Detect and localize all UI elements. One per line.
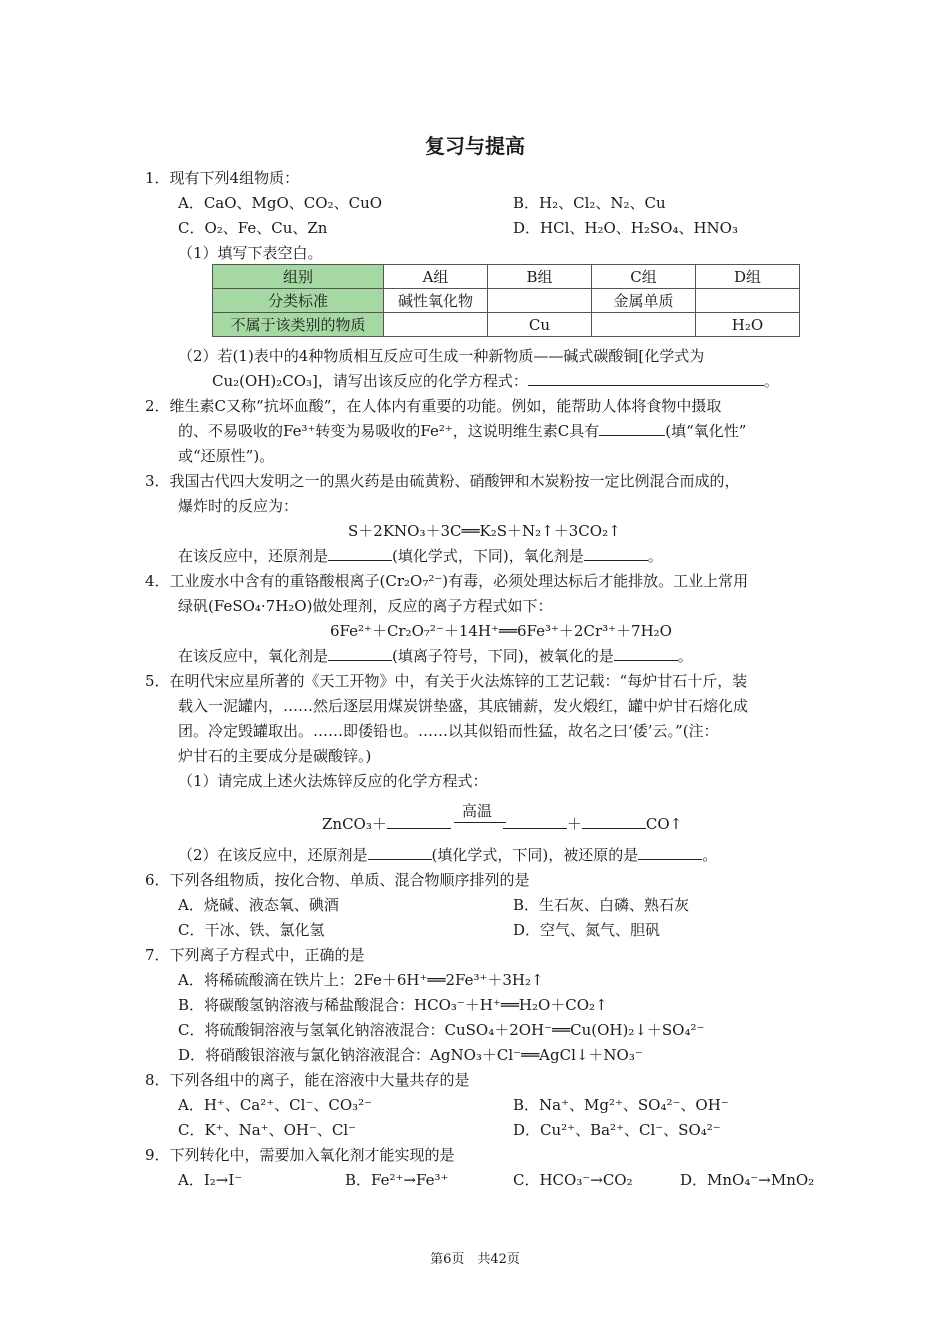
q3-equation: S＋2KNO₃＋3C══K₂S＋N₂↑＋3CO₂↑: [348, 522, 621, 540]
table-cell: 不属于该类别的物质: [213, 313, 384, 337]
q9-option-b[interactable]: B．Fe²⁺→Fe³⁺: [345, 1171, 449, 1189]
table-cell: 组别: [213, 265, 384, 289]
q1-sub1: （1）填写下表空白。: [178, 244, 323, 262]
q2-line1: 2．维生素C又称“抗坏血酸”，在人体内有重要的功能。例如，能帮助人体将食物中摄取: [145, 397, 722, 415]
answer-blank[interactable]: [368, 845, 432, 860]
q7-option-b[interactable]: B．将碳酸氢钠溶液与稀盐酸混合：HCO₃⁻＋H⁺══H₂O＋CO₂↑: [178, 996, 608, 1014]
q5-eq-plus: ＋: [566, 815, 582, 833]
q2-line2-hint: (填“氧化性”: [665, 422, 747, 440]
q5-sub2-end: 。: [702, 846, 718, 864]
q7-stem: 7．下列离子方程式中，正确的是: [145, 946, 365, 964]
q5-line2: 载入一泥罐内，……然后逐层用煤炭饼垫盛，其底铺薪，发火煅红，罐中炉甘石熔化成: [178, 697, 749, 715]
q4-line3-mid: (填离子符号，下同)，被氧化的是: [392, 647, 614, 665]
q3-line3-end: 。: [647, 547, 663, 565]
table-cell-blank[interactable]: [696, 289, 800, 313]
q7-option-c[interactable]: C．将硫酸铜溶液与氢氧化钠溶液混合：CuSO₄＋2OH⁻══Cu(OH)₂↓＋SO₄²⁻: [178, 1021, 705, 1039]
q1-sub2-line1: （2）若(1)表中的4种物质相互反应可生成一种新物质——碱式碳酸铜[化学式为: [178, 347, 705, 365]
answer-blank[interactable]: [614, 646, 678, 661]
q5-line4: 炉甘石的主要成分是碳酸锌。): [178, 747, 372, 765]
q1-stem: 1．现有下列4组物质：: [145, 169, 300, 187]
q5-eq-product: CO↑: [645, 815, 683, 833]
q5-sub1: （1）请完成上述火法炼锌反应的化学方程式：: [178, 772, 488, 790]
answer-blank[interactable]: [528, 371, 764, 386]
answer-blank[interactable]: [584, 546, 648, 561]
q4-line3: [178, 646, 693, 666]
answer-blank[interactable]: [328, 546, 392, 561]
table-cell: 金属单质: [592, 289, 696, 313]
q5-sub2-text: （2）在该反应中，还原剂是: [178, 846, 368, 864]
q2-line2: [178, 421, 746, 441]
q6-stem: 6．下列各组物质，按化合物、单质、混合物顺序排列的是: [145, 871, 530, 889]
q1-sub2-end: 。: [763, 372, 779, 390]
table-cell: A组: [384, 265, 488, 289]
q2-line2-text: 的、不易吸收的Fe³⁺转变为易吸收的Fe²⁺，这说明维生素C具有: [178, 422, 600, 440]
q1-option-a: A．CaO、MgO、CO₂、CuO: [178, 194, 383, 212]
q4-equation: 6Fe²⁺＋Cr₂O₇²⁻＋14H⁺══6Fe³⁺＋2Cr³⁺＋7H₂O: [330, 622, 672, 640]
q7-option-d[interactable]: D．将硝酸银溶液与氯化钠溶液混合：AgNO₃＋Cl⁻══AgCl↓＋NO₃⁻: [178, 1046, 643, 1064]
page-footer: 第6页 共42页: [430, 1252, 520, 1267]
answer-blank[interactable]: [582, 814, 646, 829]
q5-equation: [322, 814, 682, 834]
q4-line3-text: 在该反应中，氧化剂是: [178, 647, 329, 665]
q4-line1: 4．工业废水中含有的重铬酸根离子(Cr₂O₇²⁻)有毒，必须处理达标后才能排放。工业上常用: [145, 572, 749, 590]
q6-option-d[interactable]: D．空气、氮气、胆矾: [513, 921, 661, 939]
q8-option-b[interactable]: B．Na⁺、Mg²⁺、SO₄²⁻、OH⁻: [513, 1096, 729, 1114]
classification-table: [212, 264, 800, 337]
table-cell: 碱性氧化物: [384, 289, 488, 313]
answer-blank[interactable]: [638, 845, 702, 860]
q5-sub2: [178, 845, 717, 865]
q3-line1: 3．我国古代四大发明之一的黑火药是由硫黄粉、硝酸钾和木炭粉按一定比例混合而成的，: [145, 472, 740, 490]
q8-option-d[interactable]: D．Cu²⁺、Ba²⁺、Cl⁻、SO₄²⁻: [513, 1121, 721, 1139]
q9-option-d[interactable]: D．MnO₄⁻→MnO₂: [680, 1171, 815, 1189]
q1-sub2-line2: [212, 371, 779, 391]
table-cell-blank[interactable]: [384, 313, 488, 337]
answer-blank[interactable]: [387, 814, 451, 829]
q5-line3: 团。冷定毁罐取出。……即倭铅也。……以其似铅而性猛，故名之曰‘倭’云。”(注：: [178, 722, 719, 740]
q5-eq-reactant: ZnCO₃＋: [322, 815, 387, 833]
table-cell: Cu: [488, 313, 592, 337]
page-title: 复习与提高: [425, 134, 525, 158]
q1-option-c: C．O₂、Fe、Cu、Zn: [178, 219, 328, 237]
table-row: [213, 313, 800, 337]
q1-option-d: D．HCl、H₂O、H₂SO₄、HNO₃: [513, 219, 738, 237]
q7-option-a[interactable]: A．将稀硫酸滴在铁片上：2Fe＋6H⁺══2Fe³⁺＋3H₂↑: [178, 971, 544, 989]
q8-stem: 8．下列各组中的离子，能在溶液中大量共存的是: [145, 1071, 470, 1089]
q9-option-c[interactable]: C．HCO₃⁻→CO₂: [513, 1171, 633, 1189]
table-cell: D组: [696, 265, 800, 289]
q1-option-b: B．H₂、Cl₂、N₂、Cu: [513, 194, 666, 212]
table-cell-blank[interactable]: [488, 289, 592, 313]
table-cell: B组: [488, 265, 592, 289]
q3-line3: [178, 546, 663, 566]
reaction-condition: 高温: [462, 802, 493, 820]
q5-line1: 5．在明代宋应星所著的《天工开物》中，有关于火法炼锌的工艺记载：“每炉甘石十斤，装: [145, 672, 748, 690]
table-row: [213, 265, 800, 289]
q4-line3-end: 。: [677, 647, 693, 665]
q8-option-a[interactable]: A．H⁺、Ca²⁺、Cl⁻、CO₃²⁻: [178, 1096, 373, 1114]
q1-sub2-text: Cu₂(OH)₂CO₃]，请写出该反应的化学方程式：: [212, 372, 528, 390]
q3-line3-mid: (填化学式，下同)，氧化剂是: [392, 547, 584, 565]
table-cell: H₂O: [696, 313, 800, 337]
table-cell-blank[interactable]: [592, 313, 696, 337]
q6-option-a[interactable]: A．烧碱、液态氧、碘酒: [178, 896, 339, 914]
table-cell: 分类标准: [213, 289, 384, 313]
q4-line2: 绿矾(FeSO₄·7H₂O)做处理剂，反应的离子方程式如下：: [178, 597, 553, 615]
q6-option-b[interactable]: B．生石灰、白磷、熟石灰: [513, 896, 690, 914]
answer-blank[interactable]: [599, 421, 665, 436]
q8-option-c[interactable]: C．K⁺、Na⁺、OH⁻、Cl⁻: [178, 1121, 357, 1139]
q3-line2: 爆炸时的反应为：: [178, 497, 299, 515]
answer-blank[interactable]: [503, 814, 567, 829]
table-cell: C组: [592, 265, 696, 289]
q3-line3-text: 在该反应中，还原剂是: [178, 547, 329, 565]
q2-line3: 或“还原性”)。: [178, 447, 275, 465]
q6-option-c[interactable]: C．干冰、铁、氯化氢: [178, 921, 325, 939]
q5-sub2-mid: (填化学式，下同)，被还原的是: [431, 846, 639, 864]
q9-stem: 9．下列转化中，需要加入氧化剂才能实现的是: [145, 1146, 455, 1164]
answer-blank[interactable]: [328, 646, 392, 661]
table-row: [213, 289, 800, 313]
q9-option-a[interactable]: A．I₂→I⁻: [178, 1171, 243, 1189]
